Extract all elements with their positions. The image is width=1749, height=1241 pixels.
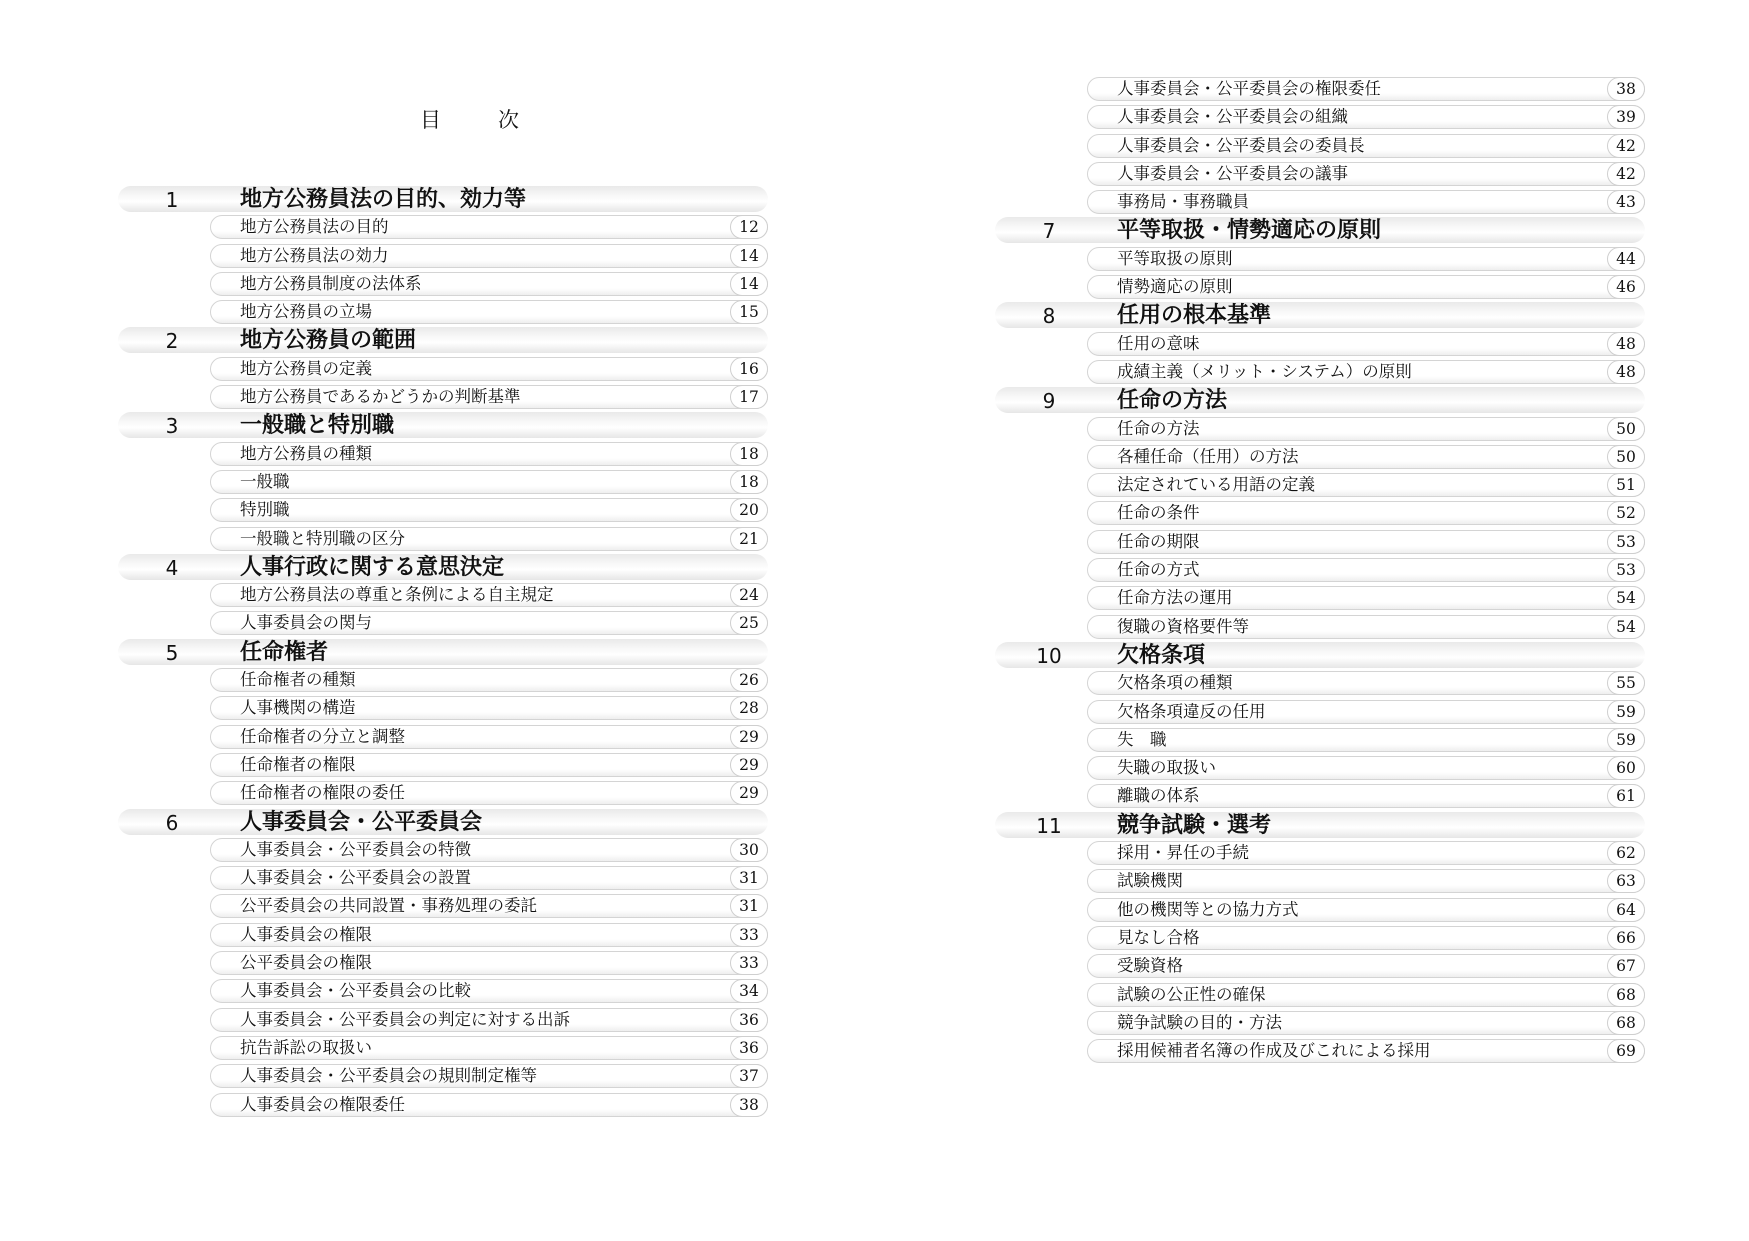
section-title: 任命権者の権限 [240,754,356,774]
section-title: 任用の意味 [1117,333,1200,353]
section-title: 人事機関の構造 [240,698,356,718]
section-title: 試験の公正性の確保 [1117,984,1266,1004]
toc-section-row[interactable] [995,613,1645,641]
toc-section-row[interactable] [995,924,1645,952]
section-title: 情勢適応の原則 [1117,277,1233,297]
chapter-title: 任命の方法 [1117,388,1228,414]
chapter-title: 地方公務員法の目的、効力等 [240,187,527,212]
toc-chapter-row[interactable] [118,553,768,581]
page-number: 38 [1607,77,1645,101]
page-number: 31 [730,894,768,918]
toc-section-row[interactable] [995,160,1645,188]
toc-section-row[interactable] [995,754,1645,782]
page-number: 17 [730,385,768,409]
section-title: 人事委員会・公平委員会の組織 [1117,107,1348,127]
toc-chapter-row[interactable] [118,638,768,666]
chapter-band [118,412,768,438]
page-number: 51 [1607,473,1645,497]
toc-section-row[interactable] [118,723,768,751]
page-number: 28 [730,696,768,720]
page-number: 60 [1607,756,1645,780]
page-number: 33 [730,923,768,947]
chapter-band [118,639,768,665]
toc-section-row[interactable] [995,415,1645,443]
page-number: 42 [1607,162,1645,186]
page-number: 31 [730,866,768,890]
toc-section-row[interactable] [995,188,1645,216]
toc-section-row[interactable] [995,1037,1645,1065]
chapter-band [995,642,1645,668]
page-number: 33 [730,951,768,975]
section-title: 地方公務員の定義 [240,358,372,378]
page-number: 48 [1607,332,1645,356]
chapter-band [118,327,768,353]
section-title: 復職の資格要件等 [1117,616,1249,636]
section-title: 公平委員会の権限 [240,953,372,973]
page-number: 68 [1607,983,1645,1007]
page-number: 18 [730,470,768,494]
toc-section-row[interactable] [118,496,768,524]
section-title: 地方公務員であるかどうかの判断基準 [240,387,521,407]
page-number: 48 [1607,360,1645,384]
section-title: 抗告訴訟の取扱い [240,1037,372,1057]
page-number: 53 [1607,530,1645,554]
toc-section-row[interactable] [118,213,768,241]
toc-section-row[interactable] [995,981,1645,1009]
page-number: 55 [1607,671,1645,695]
chapter-title: 任用の根本基準 [1117,303,1272,329]
section-title: 人事委員会・公平委員会の規則制定権等 [240,1066,537,1086]
toc-chapter-row[interactable] [118,411,768,439]
toc-chapter-row[interactable] [995,386,1645,414]
section-title: 欠格条項違反の任用 [1117,701,1266,721]
section-title: 任命権者の分立と調整 [240,726,405,746]
toc-section-row[interactable] [995,698,1645,726]
chapter-title: 平等取扱・情勢適応の原則 [1117,218,1382,244]
section-title: 地方公務員法の効力 [240,245,389,265]
chapter-title: 任命権者 [240,639,329,665]
page-number: 63 [1607,869,1645,893]
section-title: 事務局・事務職員 [1117,192,1249,212]
chapter-number: 7 [1042,219,1056,244]
chapter-number: 11 [1036,813,1062,838]
toc-section-row[interactable] [995,584,1645,612]
page-number: 39 [1607,105,1645,129]
section-title: 地方公務員の種類 [240,443,372,463]
toc-section-row[interactable] [995,669,1645,697]
toc-left-column [118,185,768,1119]
section-title: 公平委員会の共同設置・事務処理の委託 [240,896,537,916]
section-title: 任命権者の種類 [240,670,356,690]
chapter-title: 一般職と特別職 [240,413,395,439]
page-number: 66 [1607,926,1645,950]
toc-section-row[interactable] [995,103,1645,131]
page-number: 25 [730,611,768,635]
section-title: 人事委員会・公平委員会の比較 [240,981,471,1001]
page-number: 64 [1607,898,1645,922]
chapter-band [995,812,1645,838]
toc-section-row[interactable] [995,471,1645,499]
toc-section-row[interactable] [995,358,1645,386]
page-number: 46 [1607,275,1645,299]
section-title: 一般職 [240,471,290,491]
page-number: 24 [730,583,768,607]
toc-section-row[interactable] [118,1091,768,1119]
page-number: 59 [1607,700,1645,724]
section-title: 一般職と特別職の区分 [240,528,405,548]
toc-section-row[interactable] [118,864,768,892]
toc-section-row[interactable] [995,75,1645,103]
toc-section-row[interactable] [118,666,768,694]
page-number: 29 [730,753,768,777]
section-title: 法定されている用語の定義 [1117,475,1315,495]
page-number: 21 [730,527,768,551]
section-title: 人事委員会・公平委員会の判定に対する出訴 [240,1009,570,1029]
toc-section-row[interactable] [118,949,768,977]
section-title: 競争試験の目的・方法 [1117,1012,1282,1032]
section-title: 地方公務員の立場 [240,302,372,322]
page-number: 29 [730,725,768,749]
section-title: 受験資格 [1117,956,1183,976]
toc-section-row[interactable] [118,1006,768,1034]
chapter-title: 人事委員会・公平委員会 [240,809,483,835]
page-number: 67 [1607,954,1645,978]
toc-section-row[interactable] [995,1009,1645,1037]
toc-chapter-row[interactable] [995,811,1645,839]
section-title: 離職の体系 [1117,786,1200,806]
chapter-number: 2 [165,329,179,354]
toc-chapter-row[interactable] [995,301,1645,329]
toc-section-row[interactable] [995,245,1645,273]
page-number: 44 [1607,247,1645,271]
toc-section-row[interactable] [118,468,768,496]
toc-section-row[interactable] [118,977,768,1005]
toc-section-row[interactable] [995,273,1645,301]
page-number: 18 [730,442,768,466]
section-title: 成績主義（メリット・システム）の原則 [1117,361,1412,381]
page-number: 36 [730,1036,768,1060]
toc-section-row[interactable] [118,836,768,864]
section-title: 任命の方式 [1117,560,1200,580]
page-number: 14 [730,272,768,296]
toc-section-row[interactable] [995,330,1645,358]
page-number: 69 [1607,1039,1645,1063]
section-title: 人事委員会・公平委員会の権限委任 [1117,79,1381,98]
toc-section-row[interactable] [995,556,1645,584]
chapter-title: 地方公務員の範囲 [240,328,417,354]
section-pill [210,498,768,522]
page-number: 20 [730,498,768,522]
page-number: 12 [730,215,768,239]
section-title: 失職の取扱い [1117,758,1216,778]
section-title: 採用候補者名簿の作成及びこれによる採用 [1117,1041,1431,1061]
section-pill [210,470,768,494]
toc-section-row[interactable] [118,779,768,807]
toc-section-row[interactable] [118,694,768,722]
toc-section-row[interactable] [118,1062,768,1090]
section-title: 人事委員会の権限委任 [240,1094,405,1114]
section-title: 人事委員会・公平委員会の委員長 [1117,135,1365,155]
page-number: 37 [730,1064,768,1088]
page-number: 53 [1607,558,1645,582]
section-title: 人事委員会・公平委員会の設置 [240,868,471,888]
section-title: 人事委員会の権限 [240,924,372,944]
chapter-number: 1 [165,188,179,212]
page-number: 14 [730,244,768,268]
toc-section-row[interactable] [995,132,1645,160]
page-number: 15 [730,300,768,324]
chapter-number: 9 [1042,389,1056,414]
toc-section-row[interactable] [118,440,768,468]
toc-section-row[interactable] [995,528,1645,556]
toc-section-row[interactable] [995,782,1645,810]
page-number: 62 [1607,841,1645,865]
toc-section-row[interactable] [118,921,768,949]
chapter-title: 競争試験・選考 [1117,812,1272,838]
page-number: 50 [1607,417,1645,441]
section-title: 各種任命（任用）の方法 [1117,446,1299,466]
toc-section-row[interactable] [118,892,768,920]
toc-section-row[interactable] [995,839,1645,867]
section-title: 特別職 [240,500,290,520]
page-number: 16 [730,357,768,381]
page-number: 43 [1607,190,1645,214]
section-title: 任命の条件 [1117,503,1200,523]
section-title: 見なし合格 [1117,927,1200,947]
toc-chapter-row[interactable] [118,326,768,354]
chapter-band [995,302,1645,328]
page-number: 30 [730,838,768,862]
page-number: 59 [1607,728,1645,752]
page-number: 36 [730,1008,768,1032]
toc-section-row[interactable] [995,896,1645,924]
chapter-band [995,387,1645,413]
toc-chapter-row[interactable] [118,185,768,213]
section-title: 欠格条項の種類 [1117,673,1233,693]
section-title: 任命権者の権限の委任 [240,783,405,803]
section-title: 平等取扱の原則 [1117,248,1233,268]
section-title: 地方公務員法の尊重と条例による自主規定 [240,585,554,605]
page-number: 26 [730,668,768,692]
toc-section-row[interactable] [118,609,768,637]
page-title: 目 次 [420,108,537,132]
section-title: 人事委員会の関与 [240,613,372,633]
toc-section-row[interactable] [995,726,1645,754]
chapter-number: 5 [165,640,179,665]
chapter-number: 3 [165,414,179,439]
toc-section-row[interactable] [995,952,1645,980]
toc-section-row[interactable] [118,1034,768,1062]
toc-section-row[interactable] [995,867,1645,895]
page-number: 42 [1607,134,1645,158]
page-number: 38 [730,1093,768,1117]
section-title: 任命の期限 [1117,531,1200,551]
section-title: 他の機関等との協力方式 [1117,899,1299,919]
toc-chapter-row[interactable] [995,216,1645,244]
chapter-number: 4 [165,555,179,580]
toc-section-row[interactable] [118,383,768,411]
page-number: 29 [730,781,768,805]
chapter-number: 10 [1036,643,1062,668]
toc-section-row[interactable] [995,499,1645,527]
section-title: 任命の方法 [1117,418,1200,438]
section-title: 試験機関 [1117,871,1183,891]
page-number: 50 [1607,445,1645,469]
toc-section-row[interactable] [118,270,768,298]
toc-section-row[interactable] [118,298,768,326]
toc-section-row[interactable] [118,751,768,779]
section-title: 人事委員会・公平委員会の特徴 [240,839,471,859]
toc-section-row[interactable] [118,581,768,609]
toc-right-column [995,75,1645,1065]
page-number: 61 [1607,784,1645,808]
section-title: 採用・昇任の手続 [1117,843,1249,863]
page-number: 34 [730,979,768,1003]
chapter-number: 6 [165,810,179,835]
section-title: 人事委員会・公平委員会の議事 [1117,163,1348,183]
section-title: 地方公務員制度の法体系 [240,273,422,293]
toc-section-row[interactable] [118,355,768,383]
toc-section-row[interactable] [118,242,768,270]
toc-chapter-row[interactable] [118,808,768,836]
section-title: 地方公務員法の目的 [240,217,389,237]
section-title: 失 職 [1117,729,1167,749]
toc-section-row[interactable] [995,443,1645,471]
page-number: 68 [1607,1011,1645,1035]
page-number: 52 [1607,501,1645,525]
chapter-title: 欠格条項 [1117,642,1206,668]
page-number: 54 [1607,586,1645,610]
chapter-number: 8 [1042,304,1056,329]
page-number: 54 [1607,615,1645,639]
section-pill [1087,728,1645,752]
section-title: 任命方法の運用 [1117,588,1233,608]
chapter-title: 人事行政に関する意思決定 [240,554,505,580]
toc-section-row[interactable] [118,525,768,553]
toc-chapter-row[interactable] [995,641,1645,669]
